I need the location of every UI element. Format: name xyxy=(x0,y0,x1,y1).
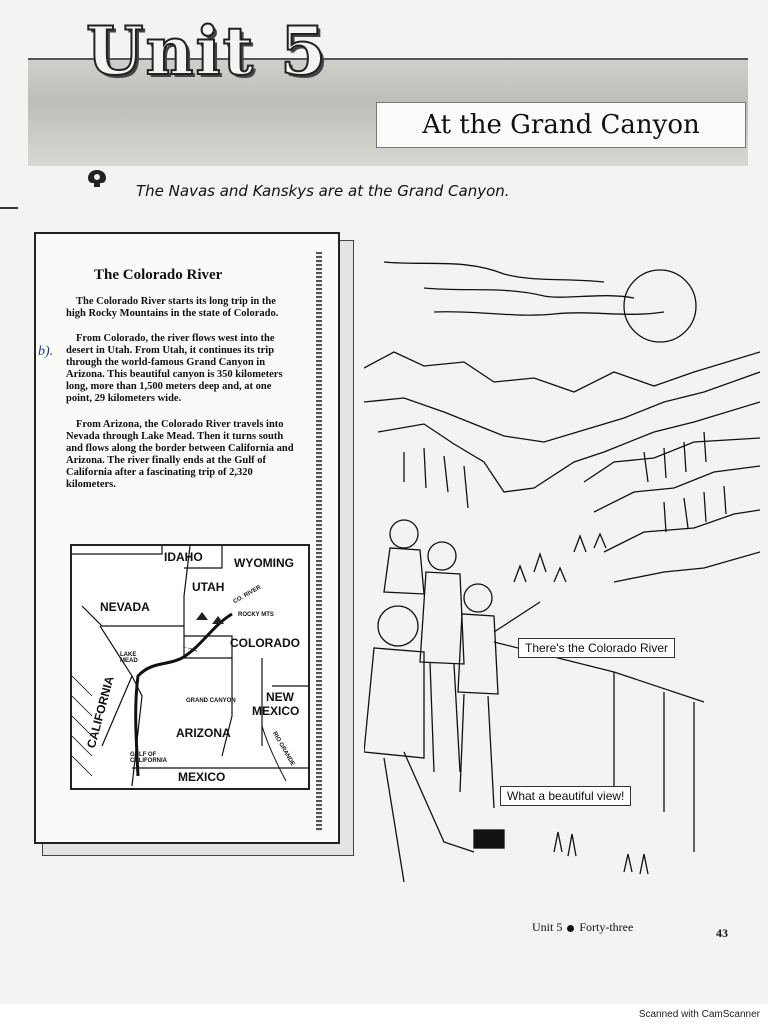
footer-page-words: Forty-three xyxy=(579,920,634,934)
map-label-new: NEW xyxy=(266,690,294,704)
subtitle-box xyxy=(376,102,746,148)
page-number: 43 xyxy=(716,926,728,940)
map-label-nevada: NEVADA xyxy=(100,600,150,614)
map-label-new-mexico: MEXICO xyxy=(252,704,300,718)
intro-text: The Navas and Kanskys are at the Grand Canyon. xyxy=(136,182,510,200)
article-title: The Colorado River xyxy=(94,267,223,283)
handwritten-margin-mark: b). xyxy=(38,344,54,359)
article-paragraph: From Arizona, the Colorado River travels into Nevada through Lake Mead. Then it turns south and flows along the border between California and Arizona. The river finally ends at the Gulf of California after a fascinating trip of 2,320 kilometers. xyxy=(66,419,294,490)
map-label-grand-canyon: GRAND CANYON xyxy=(186,698,236,704)
bullet-icon xyxy=(567,925,574,932)
map-label-gulf: GULF OF CALIFORNIA xyxy=(130,752,167,764)
speaker-icon xyxy=(86,168,108,190)
map-label-utah: UTAH xyxy=(192,580,225,594)
page-footer xyxy=(532,920,633,935)
map-label-idaho: IDAHO xyxy=(164,550,203,564)
scanner-watermark: Scanned with CamScanner xyxy=(638,1009,760,1020)
speech-bubble-river: There's the Colorado River xyxy=(518,638,675,658)
margin-dash xyxy=(0,207,18,209)
page-subtitle: At the Grand Canyon xyxy=(422,110,700,140)
map-label-mexico: MEXICO xyxy=(178,770,226,784)
map-label-rio-grande: RIO GRANDE xyxy=(270,730,296,768)
map-label-wyoming: WYOMING xyxy=(234,556,294,570)
map-label-rocky-mts: ROCKY MTS xyxy=(238,612,274,618)
book-spine xyxy=(316,252,322,832)
speech-bubble-view: What a beautiful view! xyxy=(500,786,631,806)
colorado-river-map xyxy=(70,544,310,790)
article-paragraph: The Colorado River starts its long trip in the high Rocky Mountains in the state of Colorado. xyxy=(66,296,279,319)
map-label-colorado: COLORADO xyxy=(230,636,300,650)
footer-unit: Unit 5 xyxy=(532,920,563,934)
article-paragraph: From Colorado, the river flows west into the desert in Utah. From Utah, it continues its trip through the world-famous Grand Canyon in Arizona. This beautiful canyon is 350 kilometers long, more than 1,500 meters deep and, at one point, 29 kilometers wide. xyxy=(66,333,283,404)
map-label-lake-mead: LAKE MEAD xyxy=(120,652,138,664)
map-label-arizona: ARIZONA xyxy=(176,726,231,740)
map-label-california: CALIFORNIA xyxy=(84,674,117,750)
map-lines xyxy=(72,546,308,788)
unit-title: Unit 5 xyxy=(86,12,329,90)
map-label-co-river: CO. RIVER xyxy=(232,584,263,606)
